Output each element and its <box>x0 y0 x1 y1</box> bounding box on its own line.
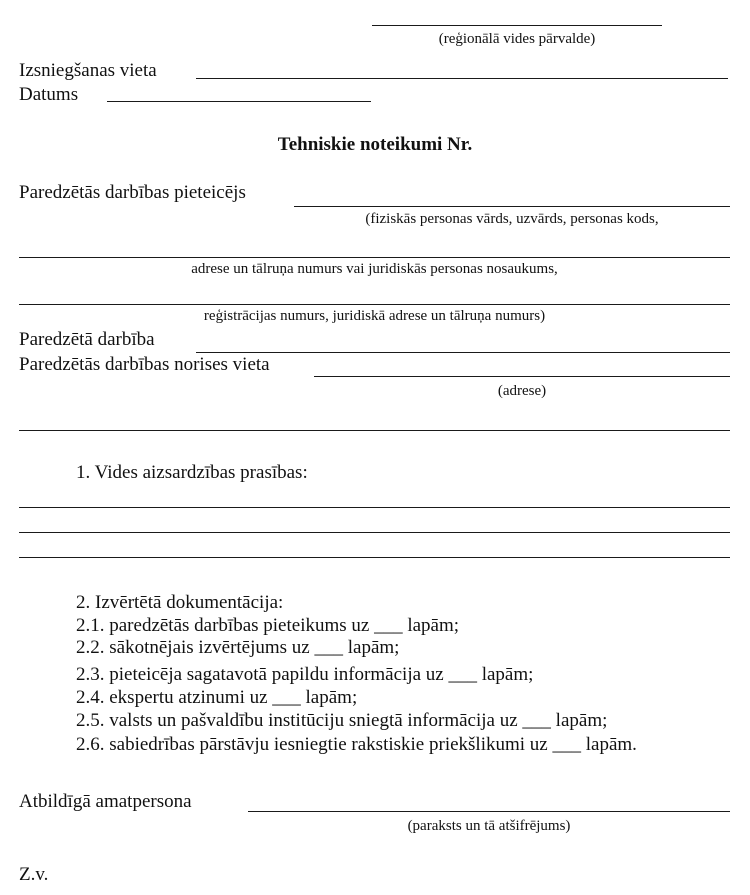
section2-heading: 2. Izvērtētā dokumentācija: <box>76 592 284 613</box>
doc-item-text: 2.1. paredzētās darbības pieteikums uz <box>76 615 370 636</box>
requirements-line-2 <box>19 532 730 533</box>
page-count-blank: ___ <box>272 687 301 708</box>
requirements-line-1 <box>19 507 730 508</box>
activity-line <box>196 352 730 353</box>
doc-item-2-4 <box>76 687 357 709</box>
page-count-blank: ___ <box>374 615 403 636</box>
doc-item-2-5 <box>76 710 607 732</box>
page-count-blank: ___ <box>448 664 477 685</box>
doc-item-text: 2.5. valsts un pašvaldību institūciju sniegtā informācija uz <box>76 710 518 731</box>
doc-item-text: 2.4. ekspertu atzinumi uz <box>76 687 268 708</box>
section1-heading: 1. Vides aizsardzības prasības: <box>76 462 308 483</box>
applicant-caption-1: (fiziskās personas vārds, uzvārds, personas kods, <box>365 211 659 227</box>
applicant-line-1 <box>294 206 730 207</box>
doc-item-suffix: lapām; <box>347 637 400 658</box>
location-caption: (adrese) <box>497 383 547 399</box>
applicant-caption-2: adrese un tālruņa numurs vai juridiskās personas nosaukums, <box>191 261 558 277</box>
activity-label: Paredzētā darbība <box>19 329 155 350</box>
applicant-line-2 <box>19 257 730 258</box>
official-caption: (paraksts un tā atšifrējums) <box>407 818 571 834</box>
applicant-label: Paredzētās darbības pieteicējs <box>19 182 246 203</box>
issue-place-label: Izsniegšanas vieta <box>19 60 157 81</box>
location-line <box>314 376 730 377</box>
seal-label: Z.v. <box>19 864 49 885</box>
date-line <box>107 101 371 102</box>
doc-item-text: 2.2. sākotnējais izvērtējums uz <box>76 637 310 658</box>
location-line-2 <box>19 430 730 431</box>
doc-item-suffix: lapām. <box>585 734 637 755</box>
applicant-line-3 <box>19 304 730 305</box>
official-label: Atbildīgā amatpersona <box>19 791 192 812</box>
date-label: Datums <box>19 84 79 105</box>
authority-line <box>372 25 662 26</box>
doc-item-suffix: lapām; <box>305 687 358 708</box>
authority-caption: (reģionālā vides pārvalde) <box>438 31 596 47</box>
doc-item-suffix: lapām; <box>407 615 460 636</box>
doc-item-2-3 <box>76 664 533 686</box>
requirements-line-3 <box>19 557 730 558</box>
document-title: Tehniskie noteikumi Nr. <box>277 134 473 155</box>
doc-item-suffix: lapām; <box>555 710 608 731</box>
doc-item-2-1 <box>76 615 459 637</box>
page-count-blank: ___ <box>552 734 581 755</box>
doc-item-text: 2.3. pieteicēja sagatavotā papildu informācija uz <box>76 664 444 685</box>
doc-item-2-2 <box>76 637 399 659</box>
page-count-blank: ___ <box>314 637 343 658</box>
official-signature-line <box>248 811 730 812</box>
doc-item-text: 2.6. sabiedrības pārstāvju iesniegtie rakstiskie priekšlikumi uz <box>76 734 548 755</box>
location-label: Paredzētās darbības norises vieta <box>19 354 270 375</box>
applicant-caption-3: reģistrācijas numurs, juridiskā adrese un tālruņa numurs) <box>203 308 546 324</box>
issue-place-line <box>196 78 728 79</box>
page-count-blank: ___ <box>522 710 551 731</box>
doc-item-suffix: lapām; <box>481 664 534 685</box>
doc-item-2-6 <box>76 734 637 756</box>
